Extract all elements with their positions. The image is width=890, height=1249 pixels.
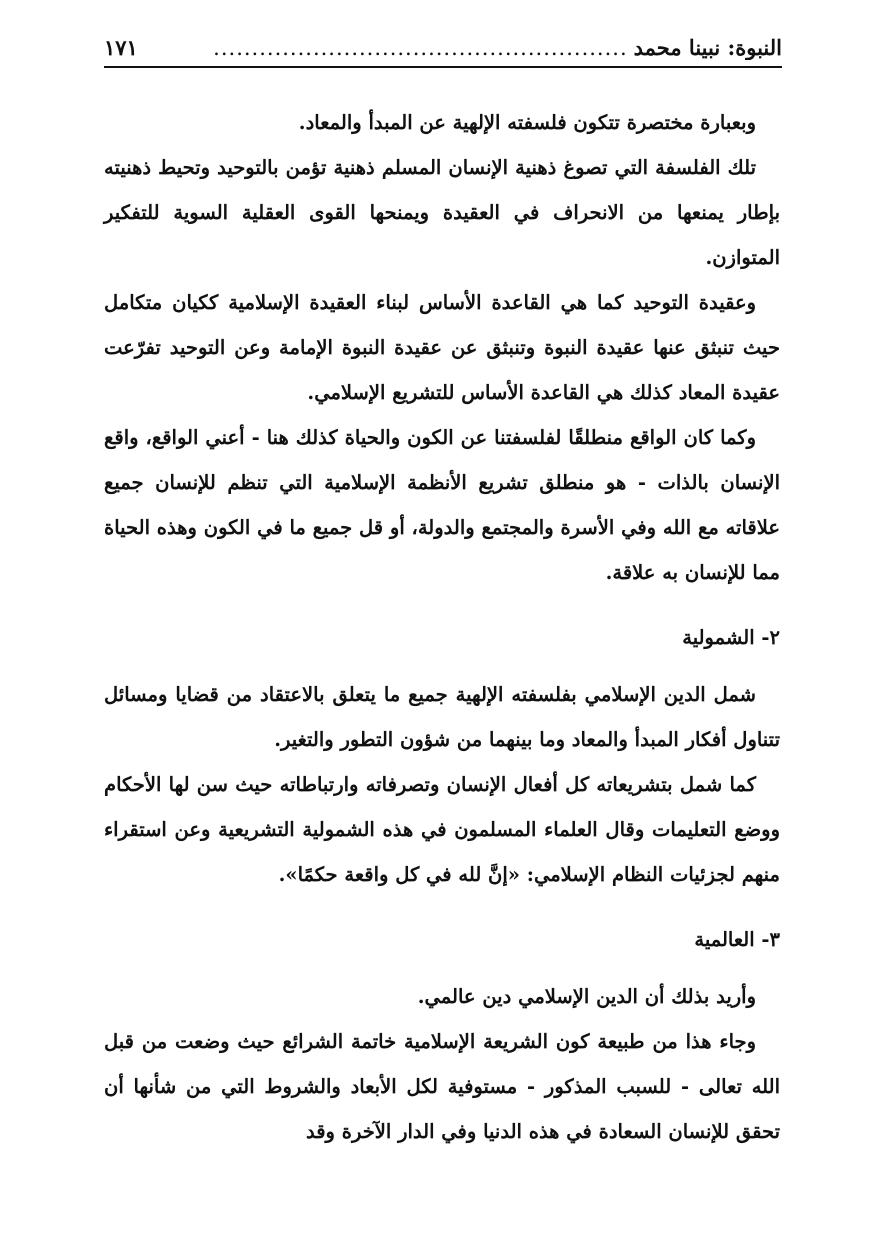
paragraph: وأريد بذلك أن الدين الإسلامي دين عالمي. (417, 985, 756, 1008)
paragraph: وكما كان الواقع منطلقًا لفلسفتنا عن الكون والحياة كذلك هنا - أعني الواقع، واقع الإنسان بالذات - هو منطلق تشريع الأنظمة الإسلامية التي تنظم للإنسان جميع علاقاته مع الله وفي الأسرة والمجتمع والدولة، أو قل جميع ما في الكون وهذه الحياة مما للإنسان به علاقة. (104, 426, 780, 584)
page-body (104, 100, 780, 1154)
running-title: النبوة: نبينا محمد (633, 35, 782, 60)
section-heading-universality: ٣- العالمية (694, 928, 780, 951)
paragraph: وبعبارة مختصرة تتكون فلسفته الإلهية عن المبدأ والمعاد. (298, 111, 756, 134)
paragraph: تلك الفلسفة التي تصوغ ذهنية الإنسان المسلم ذهنية تؤمن بالتوحيد وتحيط ذهنيته بإطار يمنعها من الانحراف في العقيدة ويمنحها القوى العقلية السوية للتفكير المتوازن. (104, 156, 780, 269)
section-heading-comprehensiveness: ٢- الشمولية (682, 626, 780, 649)
header-rule (104, 66, 782, 68)
paragraph: وعقيدة التوحيد كما هي القاعدة الأساس لبناء العقيدة الإسلامية ككيان متكامل حيث تنبثق عنها عقيدة النبوة وتنبثق عن عقيدة النبوة الإمامة وعن التوحيد تفرّعت عقيدة المعاد كذلك هي القاعدة الأساس للتشريع الإسلامي. (104, 291, 780, 404)
running-header (104, 24, 782, 60)
page-number: ١٧١ (104, 35, 138, 60)
paragraph: كما شمل بتشريعاته كل أفعال الإنسان وتصرفاته وارتباطاته حيث سن لها الأحكام ووضع التعليمات وقال العلماء المسلمون في هذه الشمولية التشريعية وعن استقراء منهم لجزئيات النظام الإسلامي: «إنَّ لله في كل واقعة حكمًا». (104, 773, 780, 886)
dot-leader: ...................................................... (213, 36, 628, 60)
paragraph: شمل الدين الإسلامي بفلسفته الإلهية جميع ما يتعلق بالاعتقاد من قضايا ومسائل تتناول أفكار المبدأ والمعاد وما بينهما من شؤون التطور والتغير. (104, 683, 780, 751)
paragraph: وجاء هذا من طبيعة كون الشريعة الإسلامية خاتمة الشرائع حيث وضعت من قبل الله تعالى - للسبب المذكور - مستوفية لكل الأبعاد والشروط التي من شأنها أن تحقق للإنسان السعادة في هذه الدنيا وفي الدار الآخرة وقد (104, 1030, 780, 1143)
